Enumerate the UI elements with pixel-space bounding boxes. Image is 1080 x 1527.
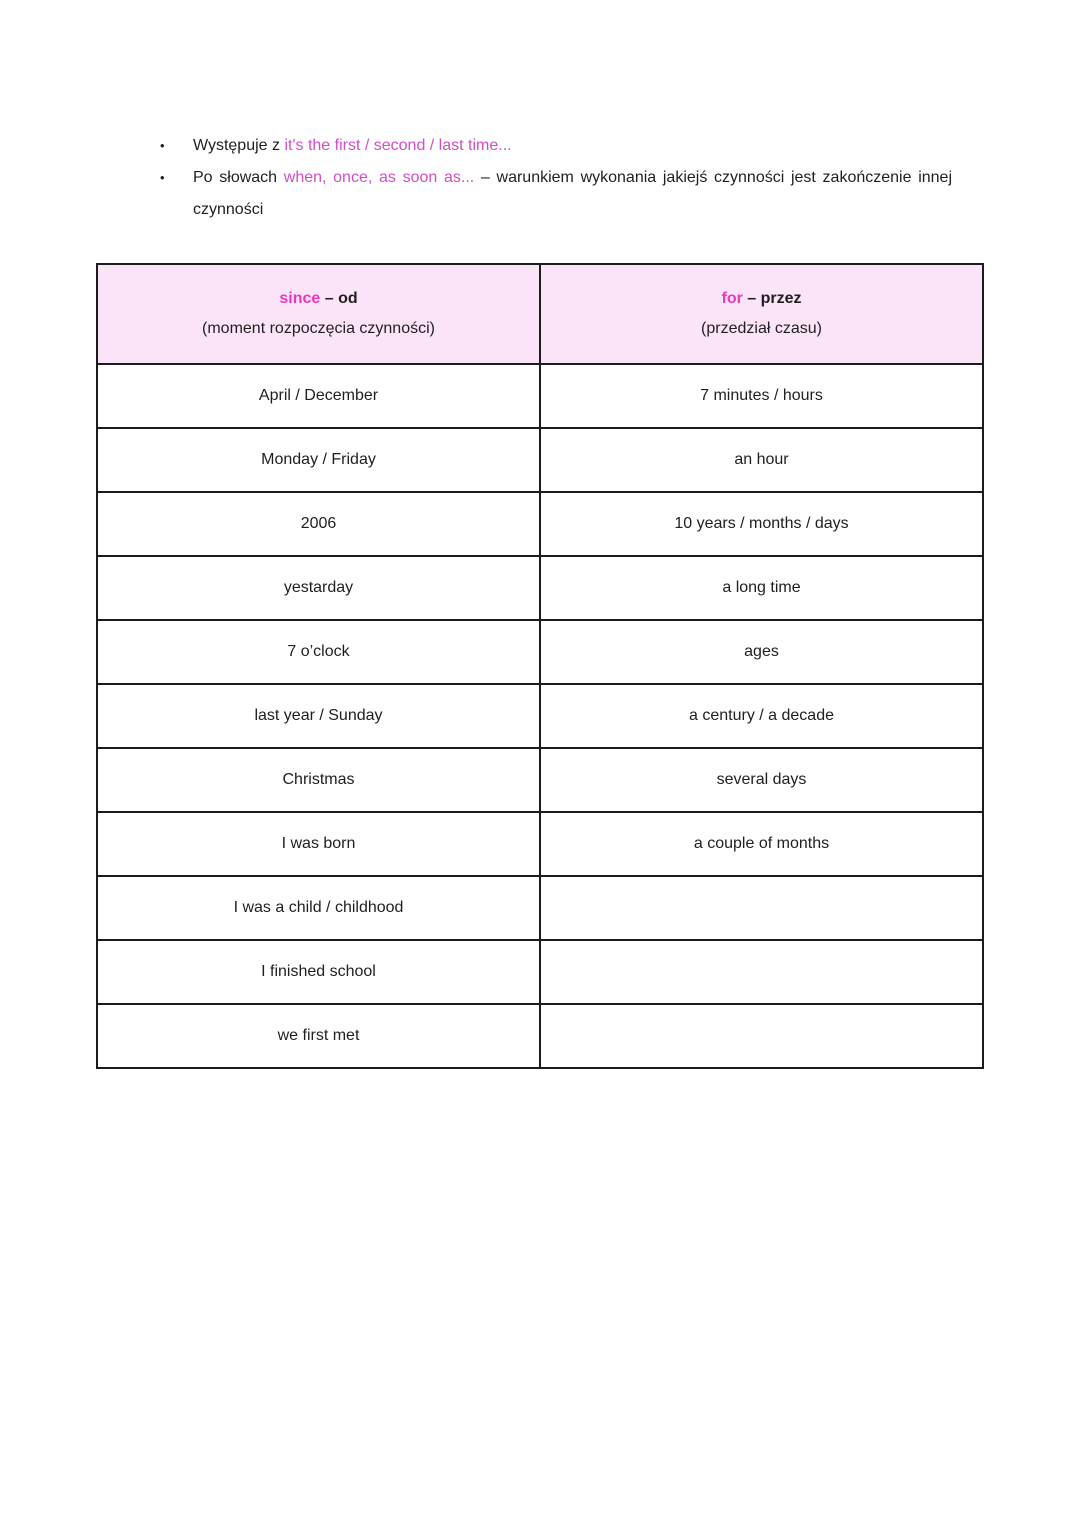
cell-for: an hour bbox=[540, 428, 983, 492]
table-row bbox=[97, 556, 983, 620]
bullet-highlight: it's the first / second / last time... bbox=[284, 137, 512, 154]
table-row bbox=[97, 620, 983, 684]
table-row bbox=[97, 492, 983, 556]
bullet-icon: • bbox=[160, 138, 165, 153]
cell-since: I finished school bbox=[97, 940, 540, 1004]
cell-since: Monday / Friday bbox=[97, 428, 540, 492]
cell-for bbox=[540, 876, 983, 940]
cell-for bbox=[540, 1004, 983, 1068]
bullet-item bbox=[160, 130, 952, 162]
bullet-suffix: – warunkiem wykonania jakiejś czynności jest zakończenie innej czynności bbox=[193, 169, 952, 218]
cell-for: a couple of months bbox=[540, 812, 983, 876]
cell-since: April / December bbox=[97, 364, 540, 428]
cell-since: I was born bbox=[97, 812, 540, 876]
table-row bbox=[97, 364, 983, 428]
cell-for bbox=[540, 940, 983, 1004]
bullet-prefix: Po słowach bbox=[193, 169, 284, 186]
cell-for: a century / a decade bbox=[540, 684, 983, 748]
cell-for: several days bbox=[540, 748, 983, 812]
bullet-highlight: when, once, as soon as... bbox=[283, 169, 475, 186]
bullet-icon: • bbox=[160, 170, 165, 185]
header-cell-since bbox=[97, 264, 540, 364]
table-body bbox=[97, 364, 983, 1068]
table-header bbox=[97, 264, 983, 364]
table-header-row bbox=[97, 264, 983, 364]
since-for-table bbox=[96, 263, 984, 1069]
cell-since: 2006 bbox=[97, 492, 540, 556]
header-for-keyword: for bbox=[721, 290, 743, 307]
cell-since: we first met bbox=[97, 1004, 540, 1068]
cell-for: 7 minutes / hours bbox=[540, 364, 983, 428]
table-row bbox=[97, 428, 983, 492]
header-since-keyword: since bbox=[279, 290, 321, 307]
table-row bbox=[97, 684, 983, 748]
cell-for: a long time bbox=[540, 556, 983, 620]
cell-since: 7 o’clock bbox=[97, 620, 540, 684]
table-row bbox=[97, 812, 983, 876]
header-for-rest: – przez bbox=[742, 290, 802, 307]
cell-for: 10 years / months / days bbox=[540, 492, 983, 556]
table-row bbox=[97, 748, 983, 812]
header-since-title bbox=[108, 284, 529, 314]
bullet-prefix: Występuje z bbox=[193, 137, 285, 154]
header-since-rest: – od bbox=[320, 290, 358, 307]
table-row bbox=[97, 940, 983, 1004]
cell-since: yestarday bbox=[97, 556, 540, 620]
table-row bbox=[97, 876, 983, 940]
header-for-title bbox=[551, 284, 972, 314]
cell-since: last year / Sunday bbox=[97, 684, 540, 748]
bullet-text bbox=[193, 162, 952, 226]
header-cell-for bbox=[540, 264, 983, 364]
table-row bbox=[97, 1004, 983, 1068]
bullet-list bbox=[160, 130, 952, 226]
bullet-text bbox=[193, 130, 952, 162]
cell-since: I was a child / childhood bbox=[97, 876, 540, 940]
cell-since: Christmas bbox=[97, 748, 540, 812]
cell-for: ages bbox=[540, 620, 983, 684]
bullet-item bbox=[160, 162, 952, 226]
header-for-subtitle: (przedział czasu) bbox=[701, 320, 822, 337]
header-since-subtitle: (moment rozpoczęcia czynności) bbox=[202, 320, 435, 337]
